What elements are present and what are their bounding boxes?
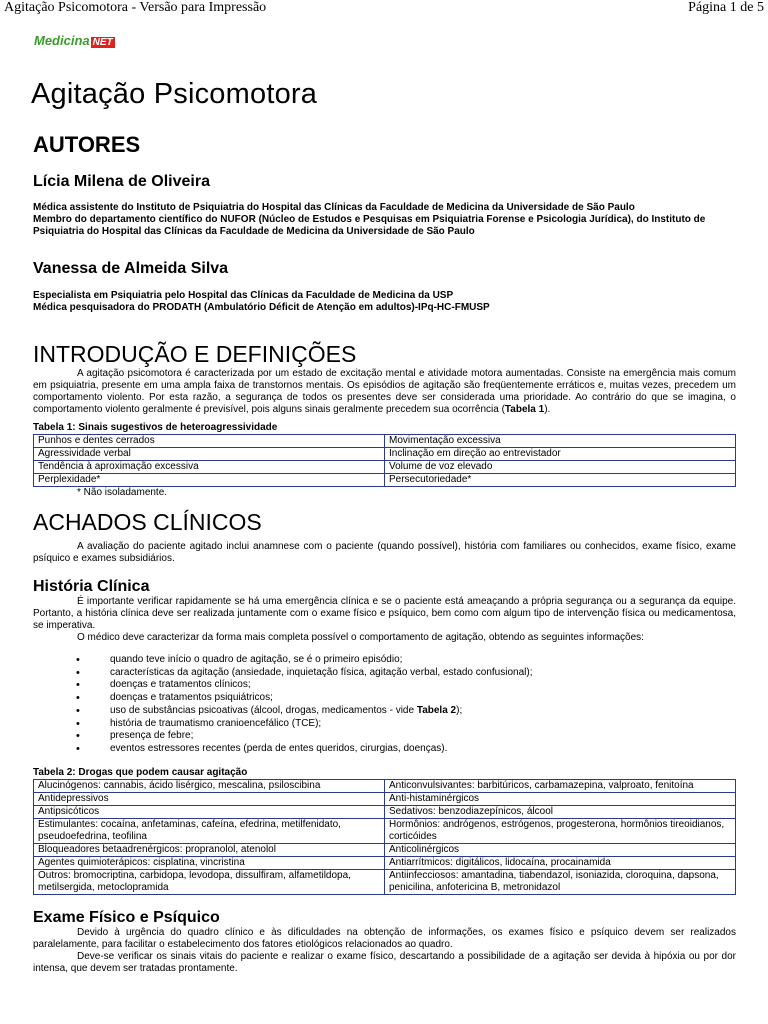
list-item: • doenças e tratamentos psiquiátricos;: [33, 692, 736, 705]
table-cell: Movimentação excessiva: [385, 435, 736, 448]
authors-heading: AUTORES: [33, 132, 141, 157]
table-cell: Hormônios: andrógenos, estrógenos, progesterona, hormônios tireoidianos, corticóides: [385, 818, 736, 843]
exame-paragraph: Deve-se verificar os sinais vitais do paciente e realizar o exame físico, descartando a possibilidade de a agitação ser devida à hipóxia ou por dor intensa, que devem ser tratadas prontamente.: [33, 950, 736, 974]
table-2: [33, 779, 736, 895]
table-row: [34, 474, 736, 487]
table-cell: Alucinógenos: cannabis, ácido lisérgico, mescalina, psiloscibina: [34, 779, 385, 792]
table-cell: Punhos e dentes cerrados: [34, 435, 385, 448]
table-cell: Estimulantes: cocaína, anfetaminas, cafeína, efedrina, metilfenidato, pseudoefedrina, teofilina: [34, 818, 385, 843]
table-cell: Agentes quimioterápicos: cisplatina, vincristina: [34, 856, 385, 869]
affiliation-line: Especialista em Psiquiatria pelo Hospital das Clínicas da Faculdade de Medicina da USP: [33, 290, 454, 301]
table-row: [34, 805, 736, 818]
table-cell: Antiarrítmicos: digitálicos, lidocaína, procainamida: [385, 856, 736, 869]
historia-paragraph: É importante verificar rapidamente se há uma emergência clínica e se o paciente está ameaçando a própria segurança ou a segurança da equipe. Portanto, a história clínica deve ser realizada juntamente com o exame físico e psíquico, bem como com algum tipo de intervenção física ou medicamentosa, se imperativa.: [33, 596, 736, 631]
print-header-title: Agitação Psicomotora - Versão para Impressão: [4, 0, 267, 15]
table-row: [34, 869, 736, 894]
table-cell: Persecutoriedade*: [385, 474, 736, 487]
table-1-caption: Tabela 1: Sinais sugestivos de heteroagressividade: [33, 422, 278, 433]
table-row: [34, 792, 736, 805]
page-title: Agitação Psicomotora: [31, 78, 318, 110]
author-affiliation: [33, 290, 736, 314]
table-cell: Anticonvulsivantes: barbitúricos, carbamazepina, valproato, fenitoína: [385, 779, 736, 792]
list-item: • características da agitação (ansiedade, inquietação física, agitação verbal, estado confusional);: [33, 667, 736, 680]
table-cell: Antiinfecciosos: amantadina, tiabendazol, isoniazida, cloroquina, dapsona, penicilina, anfotericina B, metronidazol: [385, 869, 736, 894]
table-cell: Inclinação em direção ao entrevistador: [385, 448, 736, 461]
table-row: [34, 779, 736, 792]
table-cell: Sedativos: benzodiazepínicos, álcool: [385, 805, 736, 818]
author-name: Vanessa de Almeida Silva: [33, 260, 229, 277]
table-row: [34, 843, 736, 856]
list-item: • uso de substâncias psicoativas (álcool, drogas, medicamentos - vide Tabela 2);: [33, 705, 736, 718]
list-item: • doenças e tratamentos clínicos;: [33, 679, 736, 692]
historia-paragraph: O médico deve caracterizar da forma mais completa possível o comportamento de agitação, obtendo as seguintes informações:: [77, 632, 644, 643]
affiliation-line: Médica assistente do Instituto de Psiquiatria do Hospital das Clínicas da Faculdade de Medicina da Universidade de São Paulo: [33, 202, 635, 213]
list-item: • história de traumatismo cranioencefálico (TCE);: [33, 718, 736, 731]
table-cell: Antidepressivos: [34, 792, 385, 805]
table-cell: Antipsicóticos: [34, 805, 385, 818]
affiliation-line: Médica pesquisadora do PRODATH (Ambulatório Déficit de Atenção em adultos)-IPq-HC-FMUSP: [33, 302, 490, 313]
table-cell: Tendência à aproximação excessiva: [34, 461, 385, 474]
list-item: • presença de febre;: [33, 730, 736, 743]
intro-paragraph: A agitação psicomotora é caracterizada por um estado de excitação mental e atividade motora aumentadas. Consiste na emergência mais comum em psiquiatria, presente em uma ampla faixa de transtornos mentais. Os episódios de agitação são freqüentemente erráticos e, muitas vezes, precedem um comportamento violento. Por esta razão, a segurança de todos os presentes deve ser considerada uma prioridade. Ao contrário do que se imagina, o comportamento violento geralmente é previsível, pois alguns sinais geralmente precedem sua ocorrência (Tabela 1).: [33, 368, 736, 415]
table-cell: Agressividade verbal: [34, 448, 385, 461]
table-2-reference: Tabela 2: [416, 704, 457, 716]
table-cell: Anticolinérgicos: [385, 843, 736, 856]
table-cell: Outros: bromocriptina, carbidopa, levodopa, dissulfiram, alfametildopa, metilsergida, metoclopramida: [34, 869, 385, 894]
list-item: • eventos estressores recentes (perda de entes queridos, cirurgias, doenças).: [33, 743, 736, 756]
list-item: • quando teve início o quadro de agitação, se é o primeiro episódio;: [33, 654, 736, 667]
table-cell: Anti-histaminérgicos: [385, 792, 736, 805]
print-header: [0, 0, 768, 20]
exame-heading: Exame Físico e Psíquico: [33, 908, 220, 926]
table-1: [33, 434, 736, 487]
info-list: [33, 654, 736, 756]
table-1-note: * Não isoladamente.: [77, 487, 168, 498]
affiliation-line: Membro do departamento científico do NUFOR (Núcleo de Estudos e Pesquisas em Psiquiatria Forense e Psicologia Jurídica), do Instituto de Psiquiatria do Hospital das Clínicas da Faculdade de Medicina da Universidade de São Paulo: [33, 214, 706, 237]
medicinanet-logo[interactable]: [34, 33, 115, 48]
achados-paragraph: A avaliação do paciente agitado inclui anamnese com o paciente (quando possível), história com familiares ou conhecidos, exame físico, exame psíquico e exames subsidiários.: [33, 541, 736, 564]
page-number: Página 1 de 5: [688, 0, 764, 15]
logo-text-net: NET: [92, 37, 113, 48]
achados-heading: ACHADOS CLÍNICOS: [33, 509, 262, 535]
article: [33, 72, 736, 975]
table-2-caption: Tabela 2: Drogas que podem causar agitação: [33, 766, 248, 778]
table-1-reference: Tabela 1: [504, 404, 545, 415]
table-cell: Perplexidade*: [34, 474, 385, 487]
table-row: [34, 435, 736, 448]
intro-heading: INTRODUÇÃO E DEFINIÇÕES: [33, 341, 357, 367]
table-row: [34, 448, 736, 461]
table-row: [34, 461, 736, 474]
table-cell: Volume de voz elevado: [385, 461, 736, 474]
exame-paragraph: Devido à urgência do quadro clínico e às dificuldades na obtenção de informações, os exames físico e psíquico devem ser realizados paralelamente, para facilitar o estabelecimento dos fatores etiológicos relacionados ao quadro.: [33, 926, 736, 950]
author-affiliation: [33, 202, 736, 238]
historia-heading: História Clínica: [33, 578, 150, 595]
logo-text-medicina: Medicina: [34, 33, 90, 48]
table-row: [34, 818, 736, 843]
table-row: [34, 856, 736, 869]
author-name: Lícia Milena de Oliveira: [33, 173, 210, 190]
table-cell: Bloqueadores betaadrenérgicos: propranolol, atenolol: [34, 843, 385, 856]
